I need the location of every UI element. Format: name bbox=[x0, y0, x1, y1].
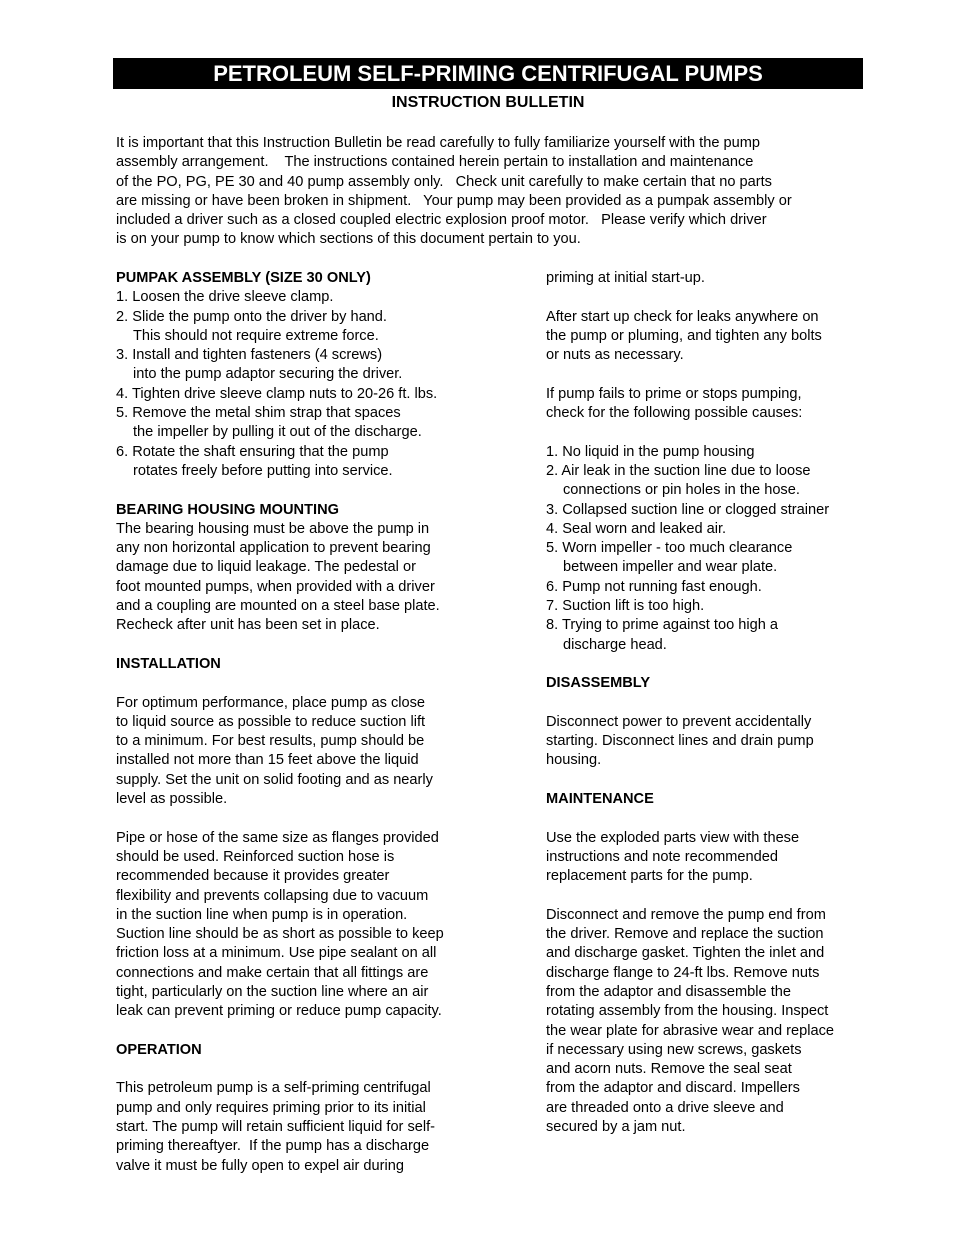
text-line: from the adaptor and discard. Impellers bbox=[546, 1080, 800, 1097]
left-column bbox=[116, 269, 476, 1176]
text-line: in the suction line when pump is in operation. bbox=[116, 906, 408, 923]
spacer bbox=[546, 887, 876, 906]
section-heading: OPERATION bbox=[116, 1041, 202, 1058]
text-line: This petroleum pump is a self-priming centrifugal bbox=[116, 1080, 431, 1097]
spacer bbox=[546, 655, 876, 674]
text-line: to liquid source as possible to reduce suction lift bbox=[116, 713, 426, 730]
text-line: The bearing housing must be above the pump in bbox=[116, 520, 430, 537]
text-line: the pump or pluming, and tighten any bolts bbox=[546, 327, 822, 344]
text-line: any non horizontal application to prevent bearing bbox=[116, 540, 431, 557]
text-line: if necessary using new screws, gaskets bbox=[546, 1041, 802, 1058]
text-line: Suction line should be as short as possible to keep bbox=[116, 926, 444, 943]
text-line: leak can prevent priming or reduce pump capacity. bbox=[116, 1003, 442, 1020]
text-line: 2. Air leak in the suction line due to loose bbox=[546, 462, 811, 479]
text-line: connections or pin holes in the hose. bbox=[563, 482, 800, 499]
text-line: foot mounted pumps, when provided with a driver bbox=[116, 578, 435, 595]
text-line: or nuts as necessary. bbox=[546, 347, 684, 364]
text-line: 4. Seal worn and leaked air. bbox=[546, 520, 727, 537]
text-line: replacement parts for the pump. bbox=[546, 868, 753, 885]
spacer bbox=[116, 809, 476, 828]
text-line: priming at initial start-up. bbox=[546, 270, 705, 286]
text-line: 3. Install and tighten fasteners (4 screws) bbox=[116, 347, 383, 364]
text-line: installed not more than 15 feet above the liquid bbox=[116, 752, 419, 769]
text-line: discharge head. bbox=[563, 636, 667, 653]
text-line: 5. Remove the metal shim strap that spaces bbox=[116, 405, 401, 422]
spacer bbox=[546, 694, 876, 713]
text-line: valve it must be fully open to expel air during bbox=[116, 1157, 404, 1174]
intro-line: are missing or have been broken in shipment. Your pump may been provided as a pumpak assembly or bbox=[116, 192, 792, 209]
text-line: the wear plate for abrasive wear and replace bbox=[546, 1022, 834, 1039]
spacer bbox=[116, 674, 476, 693]
spacer bbox=[116, 1022, 476, 1041]
text-line: After start up check for leaks anywhere on bbox=[546, 308, 819, 325]
text-line: 1. No liquid in the pump housing bbox=[546, 443, 755, 460]
text-line: Disconnect power to prevent accidentally bbox=[546, 713, 812, 730]
spacer bbox=[546, 809, 876, 828]
text-line: should be used. Reinforced suction hose is bbox=[116, 848, 395, 865]
text-line: check for the following possible causes: bbox=[546, 405, 803, 422]
section-heading: INSTALLATION bbox=[116, 655, 221, 672]
text-line: connections and make certain that all fittings are bbox=[116, 964, 429, 981]
text-line: discharge flange to 24-ft lbs. Remove nuts bbox=[546, 964, 820, 981]
text-line: 4. Tighten drive sleeve clamp nuts to 20-26 ft. lbs. bbox=[116, 385, 438, 402]
text-line: tight, particularly on the suction line where an air bbox=[116, 983, 429, 1000]
text-line: instructions and note recommended bbox=[546, 848, 779, 865]
section-heading: BEARING HOUSING MOUNTING bbox=[116, 501, 339, 518]
spacer bbox=[546, 288, 876, 307]
text-line: to a minimum. For best results, pump should be bbox=[116, 733, 425, 750]
spacer bbox=[116, 636, 476, 655]
text-line: and a coupling are mounted on a steel base plate. bbox=[116, 598, 440, 615]
text-line: pump and only requires priming prior to its initial bbox=[116, 1099, 426, 1116]
text-line: If pump fails to prime or stops pumping, bbox=[546, 385, 802, 402]
text-line: from the adaptor and disassemble the bbox=[546, 983, 791, 1000]
intro-line: is on your pump to know which sections of this document pertain to you. bbox=[116, 231, 581, 248]
text-line: secured by a jam nut. bbox=[546, 1119, 686, 1136]
intro-line: It is important that this Instruction Bulletin be read carefully to fully familiarize yourself with the pump bbox=[116, 135, 761, 151]
text-line: For optimum performance, place pump as close bbox=[116, 694, 426, 711]
text-line: between impeller and wear plate. bbox=[563, 559, 778, 576]
intro-line: of the PO, PG, PE 30 and 40 pump assembly only. Check unit carefully to make certain that no parts bbox=[116, 173, 772, 190]
text-line: rotating assembly from the housing. Inspect bbox=[546, 1003, 829, 1020]
document-title: PETROLEUM SELF-PRIMING CENTRIFUGAL PUMPS bbox=[113, 58, 863, 89]
text-line: the impeller by pulling it out of the discharge. bbox=[133, 424, 422, 441]
text-line: damage due to liquid leakage. The pedestal or bbox=[116, 559, 416, 576]
document-subtitle: INSTRUCTION BULLETIN bbox=[391, 94, 585, 111]
spacer bbox=[546, 771, 876, 790]
spacer bbox=[116, 481, 476, 500]
text-line: and acorn nuts. Remove the seal seat bbox=[546, 1061, 792, 1078]
text-line: 3. Collapsed suction line or clogged strainer bbox=[546, 501, 830, 518]
text-line: into the pump adaptor securing the driver. bbox=[133, 366, 403, 383]
text-line: start. The pump will retain sufficient liquid for self- bbox=[116, 1119, 436, 1136]
text-line: housing. bbox=[546, 752, 602, 769]
text-line: 5. Worn impeller - too much clearance bbox=[546, 540, 793, 557]
text-line: 6. Pump not running fast enough. bbox=[546, 578, 762, 595]
text-line: 7. Suction lift is too high. bbox=[546, 598, 705, 615]
section-heading: PUMPAK ASSEMBLY (SIZE 30 ONLY) bbox=[116, 270, 371, 286]
spacer bbox=[546, 365, 876, 384]
text-line: 2. Slide the pump onto the driver by hand. bbox=[116, 308, 387, 325]
text-line: 1. Loosen the drive sleeve clamp. bbox=[116, 289, 334, 306]
text-line: level as possible. bbox=[116, 791, 228, 808]
text-line: flexibility and prevents collapsing due to vacuum bbox=[116, 887, 429, 904]
text-line: supply. Set the unit on solid footing and as nearly bbox=[116, 771, 433, 788]
text-line: 6. Rotate the shaft ensuring that the pump bbox=[116, 443, 389, 460]
text-line: are threaded onto a drive sleeve and bbox=[546, 1099, 784, 1116]
text-line: Use the exploded parts view with these bbox=[546, 829, 800, 846]
text-line: Recheck after unit has been set in place. bbox=[116, 617, 380, 634]
spacer bbox=[546, 423, 876, 442]
intro-paragraph bbox=[116, 134, 846, 250]
right-column bbox=[546, 269, 876, 1137]
text-line: and discharge gasket. Tighten the inlet and bbox=[546, 945, 825, 962]
text-line: starting. Disconnect lines and drain pump bbox=[546, 733, 814, 750]
text-line: recommended because it provides greater bbox=[116, 868, 390, 885]
section-heading: DISASSEMBLY bbox=[546, 675, 651, 692]
text-line: Disconnect and remove the pump end from bbox=[546, 906, 826, 923]
spacer bbox=[116, 1060, 476, 1079]
intro-line: assembly arrangement. The instructions contained herein pertain to installation and maintenance bbox=[116, 154, 754, 171]
text-line: Pipe or hose of the same size as flanges provided bbox=[116, 829, 439, 846]
text-line: friction loss at a minimum. Use pipe sealant on all bbox=[116, 945, 437, 962]
text-line: This should not require extreme force. bbox=[133, 327, 379, 344]
text-line: rotates freely before putting into service. bbox=[133, 462, 393, 479]
text-line: priming thereaftyer. If the pump has a discharge bbox=[116, 1138, 430, 1155]
intro-line: included a driver such as a closed coupled electric explosion proof motor. Please verify which driver bbox=[116, 212, 767, 229]
text-line: 8. Trying to prime against too high a bbox=[546, 617, 779, 634]
text-line: the driver. Remove and replace the suction bbox=[546, 926, 824, 943]
section-heading: MAINTENANCE bbox=[546, 791, 654, 808]
